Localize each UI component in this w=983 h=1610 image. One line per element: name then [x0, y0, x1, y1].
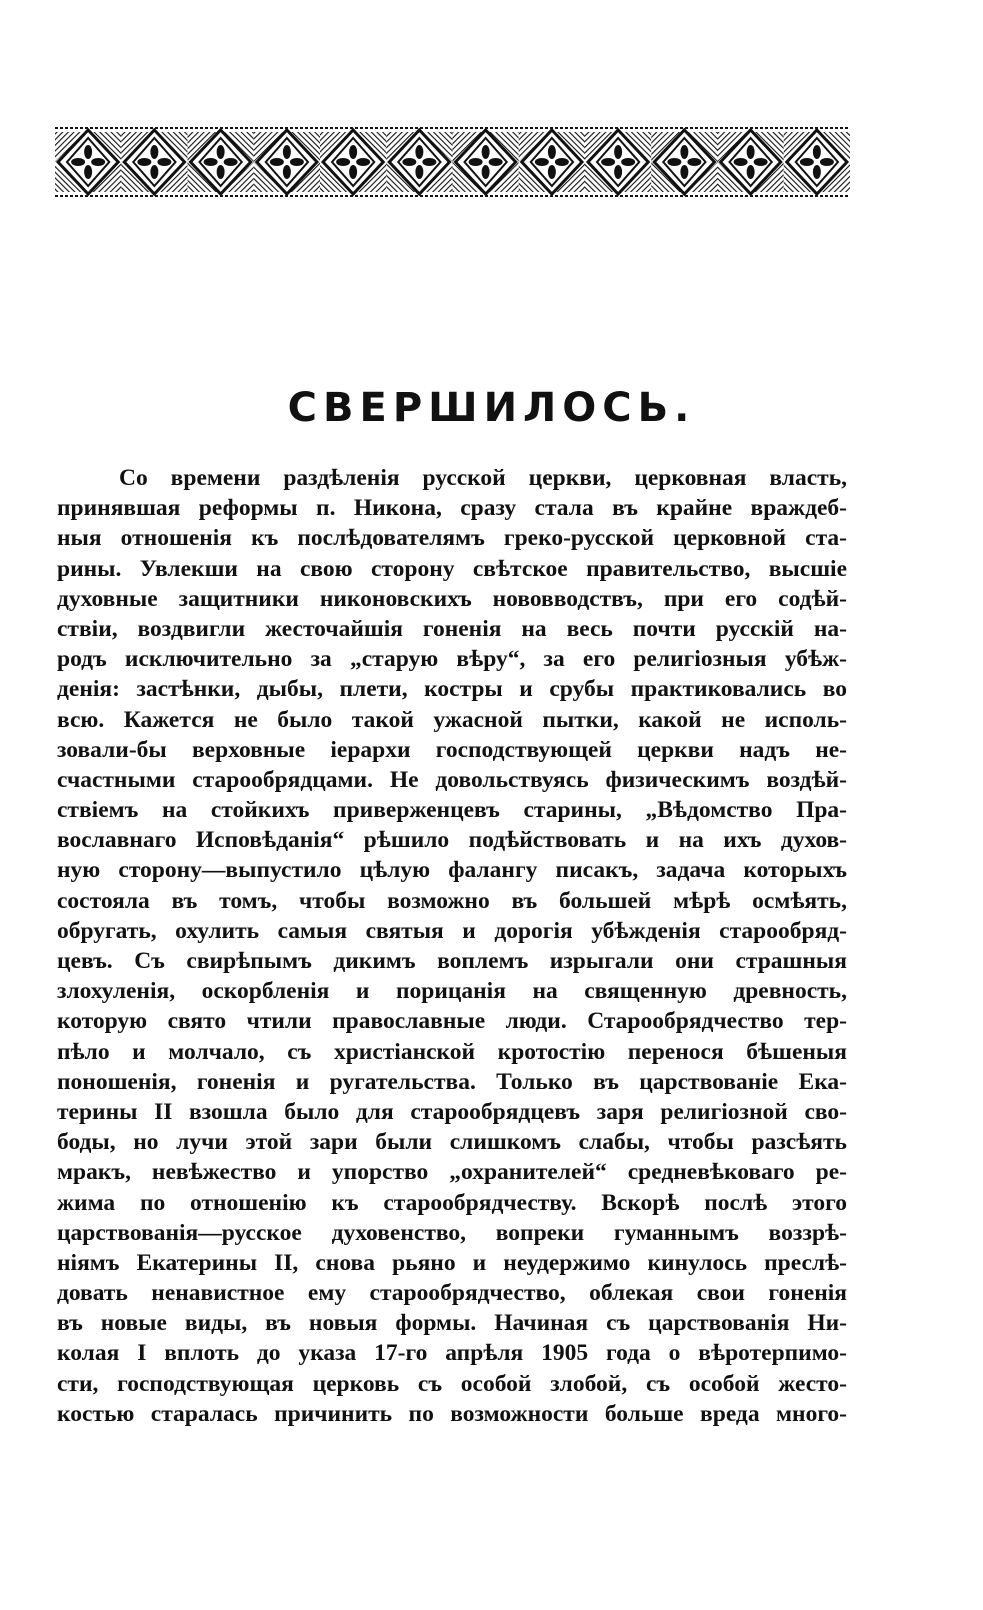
ornament-diamond	[254, 130, 320, 194]
text-line: ныя отношенія къ послѣдователямъ греко-русской церковной ста-	[57, 525, 847, 552]
text-line: ствіемъ на стойкихъ приверженцевъ старины, „Вѣдомство Пра-	[57, 797, 847, 824]
text-line: терины II взошла было для старообрядцевъ заря религіозной сво-	[57, 1098, 847, 1125]
text-line: Со времени раздѣленія русской церкви, церковная власть,	[119, 465, 847, 491]
text-line: вославнаго Исповѣданія“ рѣшило подѣйствовать и на ихъ духов-	[57, 827, 847, 854]
ornament-diamond	[519, 130, 585, 194]
text-line: всю. Кажется не было такой ужасной пытки, какой не исполь-	[57, 706, 847, 733]
ornament-diamond	[320, 130, 386, 194]
text-line: злохуленія, оскорбленія и порицанія на священную древность,	[57, 978, 847, 1005]
text-line: духовные защитники никоновскихъ нововводствъ, при его содѣй-	[57, 585, 847, 612]
decorative-ornament-band	[55, 122, 850, 202]
ornament-diamond	[585, 130, 651, 194]
text-line: ную сторону—выпустило цѣлую фалангу писакъ, задача которыхъ	[57, 857, 847, 884]
text-line: довать ненавистное ему старообрядчество, облекая свои гоненія	[57, 1280, 847, 1307]
text-line: состояла въ томъ, чтобы возможно въ большей мѣрѣ осмѣять,	[57, 887, 847, 914]
text-line: колая I вплоть до указа 17-го апрѣля 1905 года о вѣротерпимо-	[57, 1340, 847, 1367]
text-line: поношенія, гоненія и ругательства. Только въ царствованіе Ека-	[57, 1068, 847, 1095]
ornament-diamond	[55, 130, 121, 194]
text-line: ніямъ Екатерины II, снова рьяно и неудержимо кинулось преслѣ-	[57, 1249, 847, 1276]
text-line: сти, господствующая церковь съ особой злобой, съ особой жесто-	[57, 1370, 847, 1397]
text-line: которую свято чтили православные люди. Старообрядчество тер-	[57, 1008, 847, 1035]
text-line: ствіи, воздвигли жесточайшія гоненія на весь почти русскій на-	[57, 615, 847, 642]
text-line: обругать, охулить самыя святыя и дорогія убѣжденія старообряд-	[57, 917, 847, 944]
text-line: мракъ, невѣжество и упорство „охранителей“ средневѣковаго ре-	[57, 1159, 847, 1186]
text-line: зовали-бы верховные іерархи господствующей церкви надъ не-	[57, 736, 847, 763]
ornament-diamond	[386, 130, 452, 194]
text-line: родъ исключительно за „старую вѣру“, за его религіозныя убѣж-	[57, 646, 847, 673]
text-line: денія: застѣнки, дыбы, плети, костры и срубы практиковались во	[57, 676, 847, 703]
ornament-diamond	[453, 130, 519, 194]
text-line: пѣло и молчало, съ христіанской кротостію перенося бѣшеныя	[57, 1038, 847, 1065]
text-line: принявшая реформы п. Никона, сразу стала въ крайне враждеб-	[57, 495, 847, 522]
text-line: цевъ. Съ свирѣпымъ дикимъ воплемъ изрыгали они страшныя	[57, 948, 847, 974]
body-text	[57, 463, 847, 1429]
ornament-diamond	[121, 130, 187, 194]
text-line: рины. Увлекши на свою сторону свѣтское правительство, высшіе	[57, 555, 847, 582]
text-line: въ новые виды, въ новыя формы. Начиная съ царствованія Ни-	[57, 1310, 847, 1337]
ornament-diamond	[784, 130, 850, 194]
ornament-diamond	[651, 130, 717, 194]
text-line: боды, но лучи этой зари были слишкомъ слабы, чтобы разсѣять	[57, 1129, 847, 1156]
ornament-diamond	[188, 130, 254, 194]
text-line: жима по отношенію къ старообрядчеству. Вскорѣ послѣ этого	[57, 1189, 847, 1216]
text-line: царствованія—русское духовенство, вопреки гуманнымъ воззрѣ-	[57, 1219, 847, 1246]
page-title: СВЕРШИЛОСЬ.	[287, 385, 696, 431]
text-line: костью старалась причинить по возможности больше вреда много-	[57, 1400, 847, 1427]
text-line: счастными старообрядцами. Не довольствуясь физическимъ воздѣй-	[57, 766, 847, 793]
ornament-diamond	[718, 130, 784, 194]
